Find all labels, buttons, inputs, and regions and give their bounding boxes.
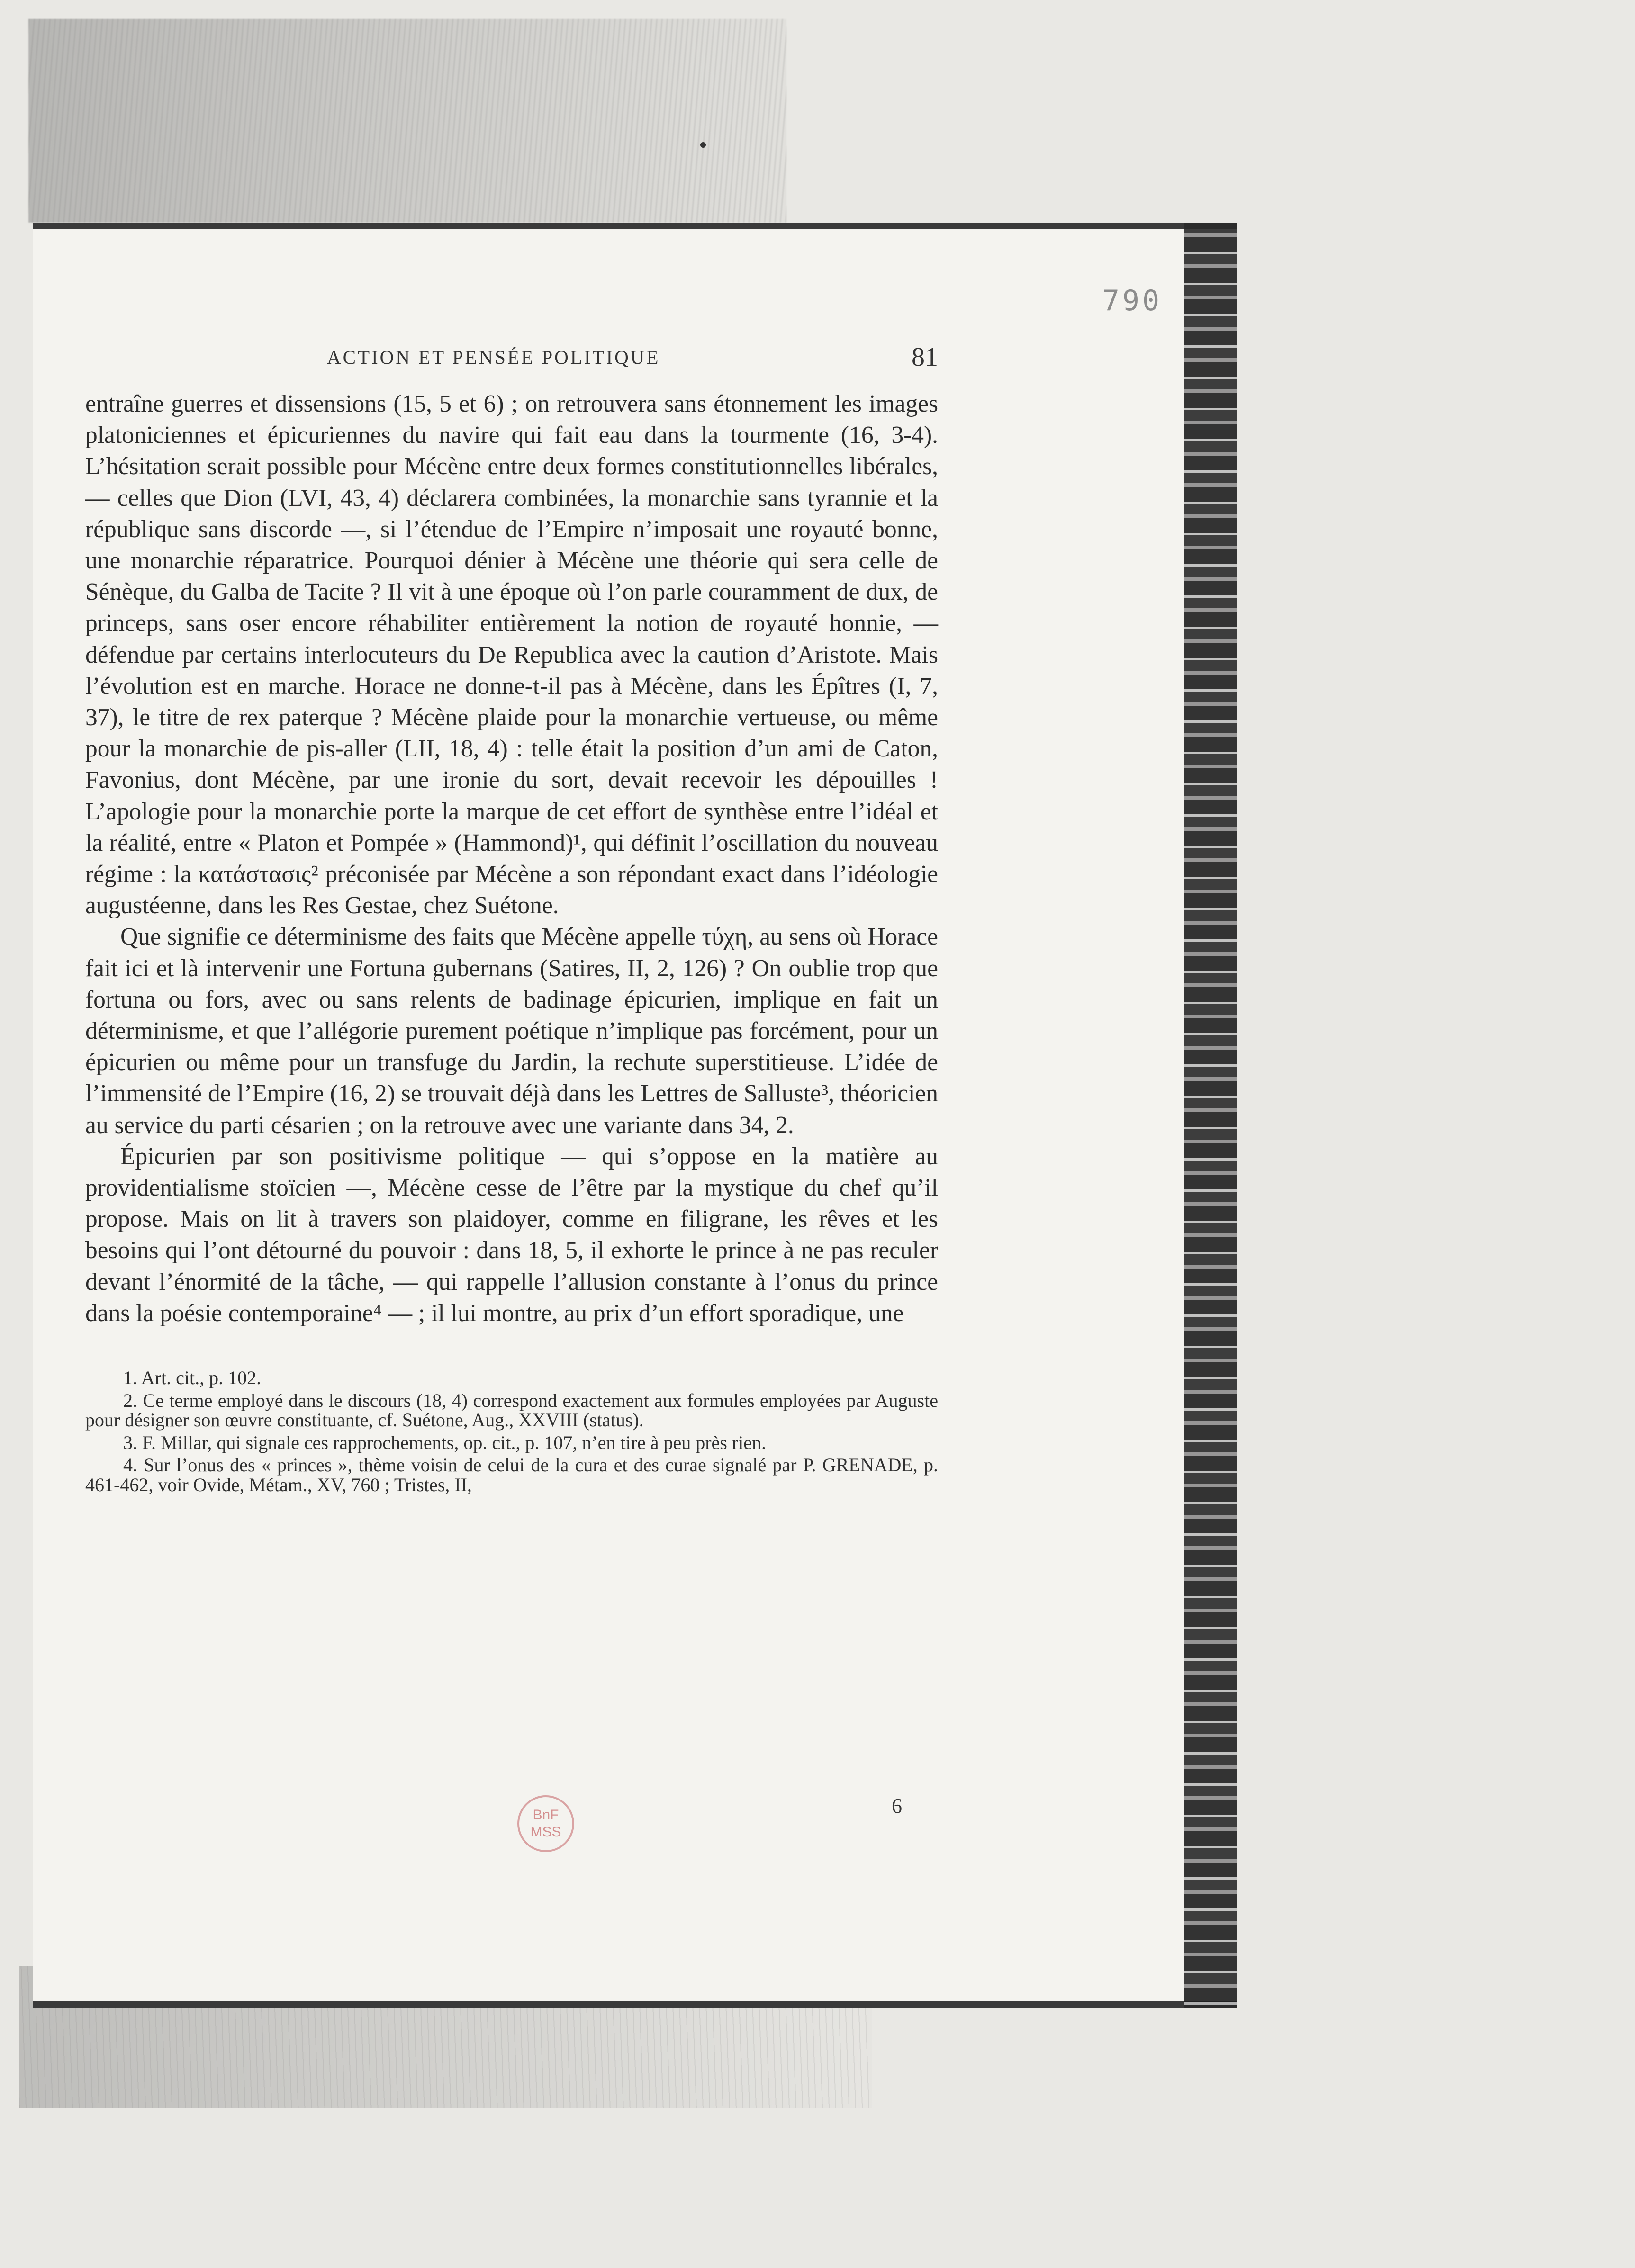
paragraph: entraîne guerres et dissensions (15, 5 et 6) ; on retrouvera sans étonnement les images platoniciennes et épicuriennes du navire qui fait eau dans la tourmente (16, 3-4). L’hésitation serait possible pour Mécène entre deux formes constitutionnelles libérales, — celles que Dion (LVI, 43, 4) déclarera combinées, la monarchie sans tyrannie et la république sans discorde —, si l’étendue de l’Empire n’imposait une royauté bonne, une monarchie réparatrice. Pourquoi dénier à Mécène une théorie qui sera celle de Sénèque, du Galba de Tacite ? Il vit à une époque où l’on parle couramment de dux, de princeps, sans oser encore réhabiliter entièrement la notion de royauté honnie, — défendue par certains interlocuteurs du De Republica avec la caution d’Aristote. Mais l’évolution est en marche. Horace ne donne-t-il pas à Mécène, dans les Épîtres (I, 7, 37), le titre de rex paterque ? Mécène plaide pour la monarchie vertueuse, ou même pour la monarchie de pis-aller (LII, 18, 4) : telle était la position d’un ami de Caton, Favonius, dont Mécène, par une ironie du sort, devait recevoir les dépouilles ! L’apologie pour la monarchie porte la marque de cet effort de synthèse entre l’idéal et la réalité, entre « Platon et Pompée » (Hammond)¹, qui définit l’oscillation du nouveau régime : la κατάστασις² préconisée par Mécène a son répondant exact dans l’idéologie augustéenne, dans les Res Gestae, chez Suétone. [85,390,938,919]
paragraph: Que signifie ce déterminisme des faits que Mécène appelle τύχη, au sens où Horace fait ici et là intervenir une Fortuna gubernans (Satires, II, 2, 126) ? On oublie trop que fortuna ou fors, avec ou sans relents de badinage épicurien, implique en fait un déterminisme, et que l’allégorie purement poétique n’implique pas forcément, pour un épicurien ou même pour un transfuge du Jardin, la rechute superstitieuse. L’idée de l’immensité de l’Empire (16, 2) se trouvait déjà dans les Lettres de Salluste³, théoricien au service du parti césarien ; on la retrouve avec une variante dans 34, 2. [85,923,938,1139]
stamp-line: BnF [533,1807,559,1823]
signature-number: 6 [892,1794,902,1818]
text-block [85,342,938,1497]
page-dark-edge [1184,223,1237,2008]
footnote: 2. Ce terme employé dans le discours (18, 4) correspond exactement aux formules employées par Auguste pour désigner son œuvre constituante, cf. Suétone, Aug., XXVIII (status). [85,1389,938,1431]
footnote: 1. Art. cit., p. 102. [123,1367,262,1389]
running-head-title: ACTION ET PENSÉE POLITIQUE [327,346,660,368]
running-head [85,342,938,388]
footnotes [85,1368,938,1494]
archive-number: 790 [1102,284,1163,317]
footnote: 4. Sur l’onus des « princes », thème voisin de celui de la cura et des curae signalé par P. GRENADE, p. 461-462, voir Ovide, Métam., XV, 760 ; Tristes, II, [85,1454,938,1495]
paragraph: Épicurien par son positivisme politique — qui s’oppose en la matière au providentialisme stoïcien —, Mécène cesse de l’être par la mystique du chef qu’il propose. Mais on lit à travers son plaidoyer, comme en filigrane, les rêves et les besoins qui l’ont détourné du pouvoir : dans 18, 5, il exhorte le prince à ne pas reculer devant l’énormité de la tâche, — qui rappelle l’allusion constante à l’onus du prince dans la poésie contemporaine⁴ — ; il lui montre, au prix d’un effort sporadique, une [85,1143,938,1327]
stamp-line: MSS [530,1824,561,1840]
page-number: 81 [912,342,938,372]
footnote: 3. F. Millar, qui signale ces rapprochements, op. cit., p. 107, n’en tire à peu près rien. [123,1431,767,1453]
paper-grain-top [28,19,786,223]
dust-speck [700,142,706,148]
library-stamp [517,1795,574,1852]
